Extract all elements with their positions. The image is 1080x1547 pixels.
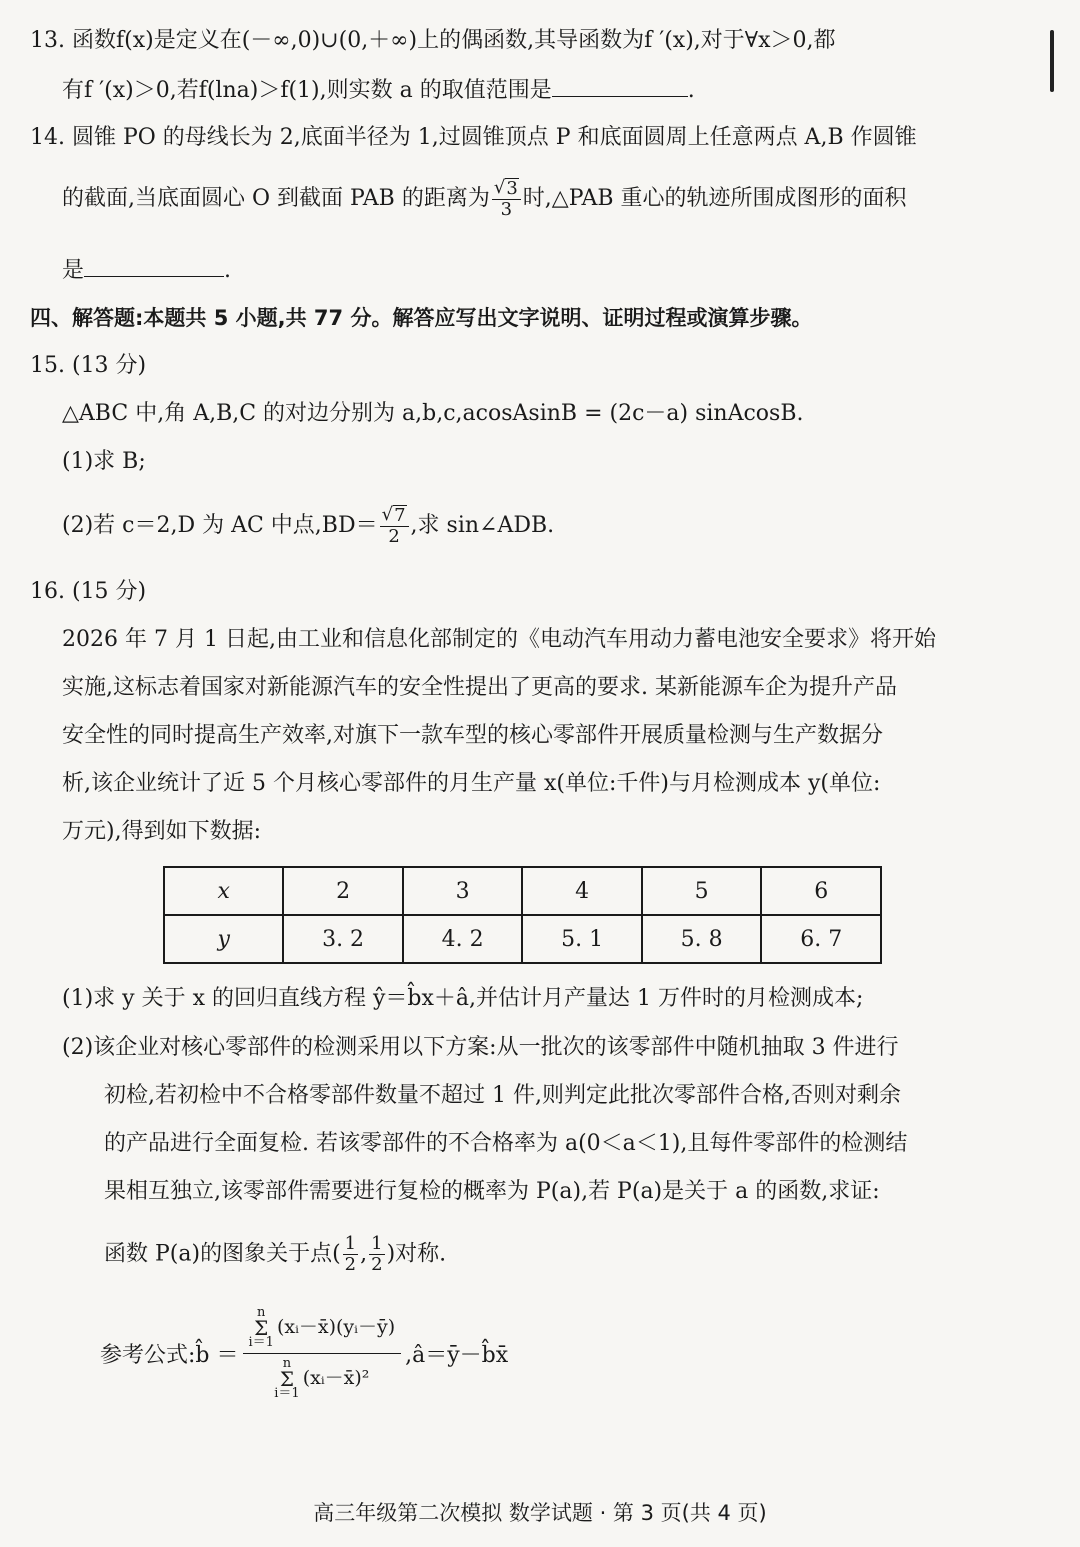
half-num: 1 <box>371 1233 383 1254</box>
table-cell: 5. 8 <box>642 915 762 963</box>
q16-para-line: 析,该企业统计了近 5 个月核心零部件的月生产量 x(单位:千件)与月检测成本 y(单位: <box>62 771 881 796</box>
table-cell: 6 <box>761 867 881 915</box>
q16-para-line: 万元),得到如下数据: <box>62 819 261 844</box>
denominator-text: (xᵢ－x̄)² <box>302 1366 370 1389</box>
page-footer: 高三年级第二次模拟 数学试题 · 第 3 页(共 4 页) <box>313 1501 767 1525</box>
sum-bottom: i＝1 <box>274 1385 300 1401</box>
answer-blank <box>552 76 688 97</box>
q15-stem: △ABC 中,角 A,B,C 的对边分别为 a,b,c,acosAsinB = (2c－a) sinAcosB. <box>62 401 804 426</box>
table-cell: 3. 2 <box>283 915 403 963</box>
q15-part2-post: ,求 sin∠ADB. <box>410 513 555 538</box>
sqrt7-num: 7 <box>394 505 406 526</box>
sum-top: n <box>282 1355 292 1371</box>
table-cell: 5. 1 <box>522 915 642 963</box>
q16-part2-last-post: )对称. <box>386 1241 447 1267</box>
q14-line2-pre: 的截面,当底面圆心 O 到截面 PAB 的距离为 <box>62 186 490 211</box>
formula-numerator <box>243 1305 402 1354</box>
sum-bottom: i＝1 <box>248 1334 274 1350</box>
q14-line3-text: 是 <box>62 258 85 283</box>
q16-part2-line: 初检,若初检中不合格零部件数量不超过 1 件,则判定此批次零部件合格,否则对剩余 <box>104 1083 901 1108</box>
q16-part1: (1)求 y 关于 x 的回归直线方程 ŷ＝b̂x＋â,并估计月产量达 1 万件时的月检测成本; <box>62 986 864 1011</box>
half-den: 2 <box>371 1254 383 1275</box>
q16-header: 16. (15 分) <box>30 579 147 604</box>
q16-para-line: 安全性的同时提高生产效率,对旗下一款车型的核心零部件开展质量检测与生产数据分 <box>62 723 883 748</box>
sqrt7-den: 2 <box>388 526 400 547</box>
q14-line1: 14. 圆锥 PO 的母线长为 2,底面半径为 1,过圆锥顶点 P 和底面圆周上任意两点 A,B 作圆锥 <box>30 125 917 150</box>
half-fraction <box>343 1234 358 1275</box>
q16-para-line: 实施,这标志着国家对新能源汽车的安全性提出了更高的要求. 某新能源车企为提升产品 <box>62 675 897 700</box>
sum-symbol: n Σ i＝1 <box>274 1355 300 1401</box>
q16-part2-last: 函数 P(a)的图象关于点( $\frac{1}{2}$ , $\frac{1}{2}$ )对称. <box>104 1233 447 1275</box>
q16-part2-line: 的产品进行全面复检. 若该零部件的不合格率为 a(0＜a＜1),且每件零部件的检测结 <box>104 1131 908 1156</box>
sqrt3-den: 3 <box>500 199 513 220</box>
regression-fraction <box>243 1305 402 1402</box>
formula-denominator <box>268 1354 375 1402</box>
q13-line1: 13. 函数f(x)是定义在(－∞,0)∪(0,＋∞)上的偶函数,其导函数为f ′(x),对于∀x＞0,都 <box>30 28 836 53</box>
q15-header: 15. (13 分) <box>30 353 147 378</box>
q14-line2 <box>62 178 907 220</box>
data-table <box>163 866 882 964</box>
sqrt3-over-3: √ 3 3 <box>492 178 521 220</box>
q16-para-line: 2026 年 7 月 1 日起,由工业和信息化部制定的《电动汽车用动力蓄电池安全要求》将开始 <box>62 627 936 652</box>
table-cell: 3 <box>403 867 523 915</box>
formula-label: 参考公式:b̂ ＝ <box>100 1342 239 1368</box>
table-cell: 5 <box>642 867 762 915</box>
table-row <box>164 867 881 915</box>
q15-part1: (1)求 B; <box>62 449 146 474</box>
sum-symbol: n Σ i＝1 <box>248 1304 274 1350</box>
q14-line3 <box>62 256 231 285</box>
q16-part2-last-pre: 函数 P(a)的图象关于点( <box>104 1241 341 1267</box>
table-cell: 2 <box>283 867 403 915</box>
formula-tail: ,â＝ȳ－b̂x̄ <box>405 1342 509 1368</box>
section-heading: 四、解答题:本题共 5 小题,共 77 分。解答应写出文字说明、证明过程或演算步骤。 <box>30 306 813 330</box>
q15-part2-pre: (2)若 c＝2,D 为 AC 中点,BD＝ <box>62 513 378 538</box>
half-num: 1 <box>344 1233 357 1254</box>
q16-part2-line: 果相互独立,该零部件需要进行复检的概率为 P(a),若 P(a)是关于 a 的函数,求证: <box>104 1179 880 1204</box>
scan-edge-mark <box>1050 30 1054 92</box>
table-cell: 4. 2 <box>403 915 523 963</box>
sqrt3-num: 3 <box>506 178 518 199</box>
table-cell: 4 <box>522 867 642 915</box>
table-header-x: x <box>164 867 283 915</box>
q13-line2 <box>62 76 695 105</box>
sum-top: n <box>257 1304 266 1320</box>
q13-end: . <box>687 78 695 103</box>
half-fraction <box>369 1234 384 1275</box>
half-den: 2 <box>344 1254 357 1275</box>
q14-line2-post: 时,△PAB 重心的轨迹所围成图形的面积 <box>522 186 907 211</box>
answer-blank <box>84 256 224 277</box>
q15-part2 <box>62 505 554 547</box>
q14-end: . <box>224 258 232 283</box>
table-cell: 6. 7 <box>761 915 881 963</box>
table-header-y: y <box>164 915 283 963</box>
table-row <box>164 915 881 963</box>
numerator-text: (xᵢ－x̄)(yᵢ－ȳ) <box>276 1315 396 1338</box>
reference-formula <box>100 1304 509 1401</box>
q13-line2-text: 有f ′(x)＞0,若f(lna)＞f(1),则实数 a 的取值范围是 <box>62 78 552 103</box>
q16-part2-line: (2)该企业对核心零部件的检测采用以下方案:从一批次的该零部件中随机抽取 3 件进行 <box>62 1035 899 1060</box>
sqrt7-over-2: √ 7 2 <box>380 505 409 547</box>
